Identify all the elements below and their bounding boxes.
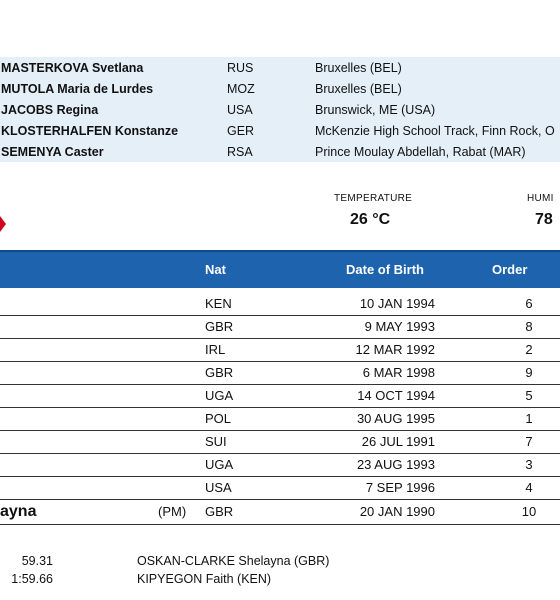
record-venue: Brunswick, ME (USA) xyxy=(315,103,436,117)
result-holder: OSKAN-CLARKE Shelayna (GBR) xyxy=(137,554,330,568)
athlete-order: 1 xyxy=(525,411,533,426)
athlete-nat: IRL xyxy=(205,342,226,357)
column-header-dob: Date of Birth xyxy=(346,262,424,277)
record-row xyxy=(0,121,560,142)
table-row xyxy=(0,339,560,362)
athlete-dob: 30 AUG 1995 xyxy=(356,411,435,426)
table-row xyxy=(0,500,560,525)
result-row xyxy=(0,552,560,570)
record-holder-name: JACOBS Regina xyxy=(1,103,99,117)
humidity-label: HUMI xyxy=(527,193,554,204)
athlete-dob: 23 AUG 1993 xyxy=(356,457,435,472)
athlete-nat: KEN xyxy=(205,296,232,311)
start-list-header xyxy=(0,250,560,288)
table-row xyxy=(0,385,560,408)
table-row xyxy=(0,362,560,385)
athlete-dob: 20 JAN 1990 xyxy=(359,504,435,519)
record-venue: McKenzie High School Track, Finn Rock, O xyxy=(315,124,555,138)
athlete-nat: UGA xyxy=(205,388,234,403)
column-header-order: Order xyxy=(492,262,528,277)
athlete-nat: UGA xyxy=(205,457,234,472)
table-row xyxy=(0,477,560,500)
table-row xyxy=(0,408,560,431)
record-holder-name: SEMENYA Caster xyxy=(1,145,104,159)
column-header-nat: Nat xyxy=(205,262,226,277)
result-time: 59.31 xyxy=(21,554,53,568)
athlete-order: 2 xyxy=(525,342,533,357)
athlete-order: 5 xyxy=(525,388,533,403)
athlete-dob: 12 MAR 1992 xyxy=(355,342,435,357)
athlete-nat: POL xyxy=(205,411,232,426)
record-venue: Bruxelles (BEL) xyxy=(315,61,402,75)
athlete-order: 9 xyxy=(525,365,533,380)
humidity-value: 78 xyxy=(535,211,553,228)
record-holder-nat: RUS xyxy=(227,61,254,75)
record-holder-name: KLOSTERHALFEN Konstanze xyxy=(1,124,179,138)
athlete-nat: GBR xyxy=(205,504,234,519)
athlete-nat: USA xyxy=(205,480,232,495)
record-holder-nat: RSA xyxy=(227,145,253,159)
result-holder: KIPYEGON Faith (KEN) xyxy=(137,572,272,586)
record-venue: Bruxelles (BEL) xyxy=(315,82,402,96)
table-row xyxy=(0,293,560,316)
record-holder-nat: GER xyxy=(227,124,255,138)
record-row xyxy=(0,58,560,79)
athlete-order: 4 xyxy=(525,480,533,495)
athlete-dob: 14 OCT 1994 xyxy=(357,388,435,403)
record-holder-name: MUTOLA Maria de Lurdes xyxy=(1,82,154,96)
record-row xyxy=(0,142,560,163)
athlete-order: 10 xyxy=(521,504,537,519)
table-row xyxy=(0,316,560,339)
athlete-nat: GBR xyxy=(205,319,234,334)
athlete-dob: 9 MAY 1993 xyxy=(364,319,435,334)
athlete-dob: 26 JUL 1991 xyxy=(361,434,435,449)
athlete-order: 3 xyxy=(525,457,533,472)
record-row xyxy=(0,79,560,100)
athlete-dob: 6 MAR 1998 xyxy=(362,365,435,380)
result-time: 1:59.66 xyxy=(11,572,53,586)
athlete-order: 6 xyxy=(525,296,533,311)
record-venue: Prince Moulay Abdellah, Rabat (MAR) xyxy=(315,145,526,159)
red-triangle-marker xyxy=(0,216,6,232)
athlete-dob: 10 JAN 1994 xyxy=(359,296,435,311)
athlete-nat: GBR xyxy=(205,365,234,380)
table-row xyxy=(0,454,560,477)
record-holder-nat: MOZ xyxy=(227,82,255,96)
table-row xyxy=(0,431,560,454)
temperature-value: 26 °C xyxy=(350,211,391,228)
athlete-dob: 7 SEP 1996 xyxy=(365,480,435,495)
record-holder-nat: USA xyxy=(227,103,253,117)
athlete-nat: SUI xyxy=(205,434,227,449)
records-table xyxy=(0,57,560,162)
record-row xyxy=(0,100,560,121)
athlete-name: ayna xyxy=(0,503,37,520)
temperature-label: TEMPERATURE xyxy=(334,193,413,204)
athlete-order: 7 xyxy=(525,434,533,449)
pacemaker-tag: (PM) xyxy=(158,504,187,519)
record-holder-name: MASTERKOVA Svetlana xyxy=(1,61,144,75)
result-row xyxy=(0,570,560,588)
athlete-order: 8 xyxy=(525,319,533,334)
